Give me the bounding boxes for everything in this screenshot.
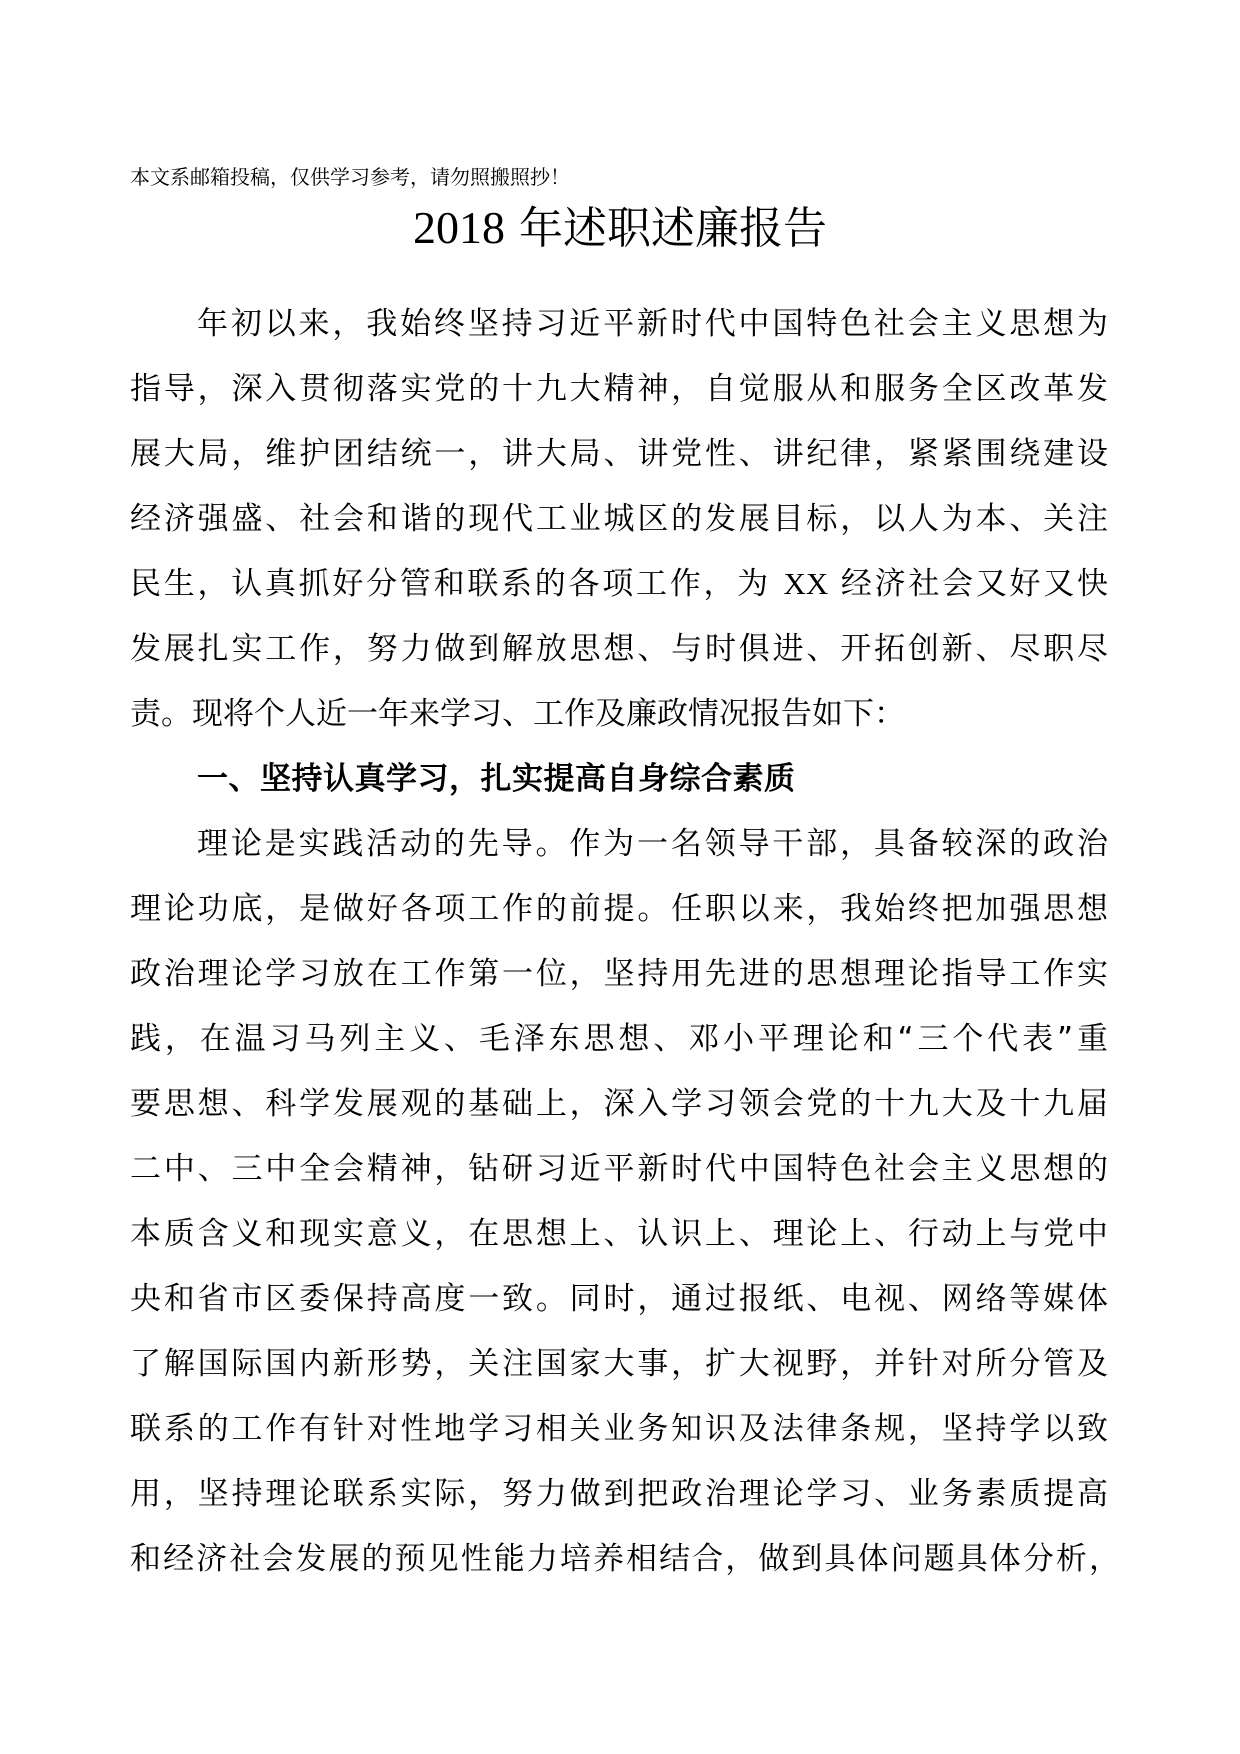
paragraph-line: 和经济社会发展的预见性能力培养相结合，做到具体问题具体分析， (130, 1541, 1120, 1577)
paragraph-line: 联系的工作有针对性地学习相关业务知识及法律条规，坚持学以致 (130, 1411, 1108, 1447)
paragraph-line: 政治理论学习放在工作第一位，坚持用先进的思想理论指导工作实 (130, 956, 1108, 992)
paragraph-line: 要思想、科学发展观的基础上，深入学习领会党的十九大及十九届 (130, 1086, 1108, 1122)
paragraph-line: 展大局，维护团结统一，讲大局、讲党性、讲纪律，紧紧围绕建设 (130, 436, 1108, 472)
document-title (0, 198, 1240, 259)
disclaimer-note: 本文系邮箱投稿，仅供学习参考，请勿照搬照抄！ (130, 165, 570, 189)
placeholder-xx: XX (783, 566, 829, 601)
paragraph-line: 责。现将个人近一年来学习、工作及廉政情况报告如下： (130, 696, 905, 732)
paragraph-line: 了解国际国内新形势，关注国家大事，扩大视野，并针对所分管及 (130, 1346, 1108, 1382)
title-year: 2018 (413, 202, 505, 253)
paragraph-line: 理论功底，是做好各项工作的前提。任职以来，我始终把加强思想 (130, 891, 1108, 927)
paragraph-line: 发展扎实工作，努力做到解放思想、与时俱进、开拓创新、尽职尽 (130, 631, 1108, 667)
document-body (130, 298, 1120, 1598)
paragraph-line: 经济强盛、社会和谐的现代工业城区的发展目标，以人为本、关注 (130, 501, 1108, 537)
line-segment: 经济社会又好又快 (840, 566, 1109, 602)
section-heading: 一、坚持认真学习，扎实提高自身综合素质 (197, 761, 796, 797)
paragraph-line: 年初以来，我始终坚持习近平新时代中国特色社会主义思想为 (197, 306, 1108, 342)
paragraph-line: 央和省市区委保持高度一致。同时，通过报纸、电视、网络等媒体 (130, 1281, 1108, 1317)
paragraph-line: 本质含义和现实意义，在思想上、认识上、理论上、行动上与党中 (130, 1216, 1108, 1252)
title-text: 年述职述廉报告 (519, 203, 827, 254)
paragraph-line: 践，在温习马列主义、毛泽东思想、邓小平理论和“三个代表”重 (130, 1021, 1108, 1057)
paragraph-line: 指导，深入贯彻落实党的十九大精神，自觉服从和服务全区改革发 (130, 371, 1108, 407)
paragraph-line (130, 558, 1108, 623)
paragraph-line: 用，坚持理论联系实际，努力做到把政治理论学习、业务素质提高 (130, 1476, 1108, 1512)
line-segment: 民生，认真抓好分管和联系的各项工作，为 (130, 566, 771, 602)
paragraph-line: 二中、三中全会精神，钻研习近平新时代中国特色社会主义思想的 (130, 1151, 1108, 1187)
paragraph-line: 理论是实践活动的先导。作为一名领导干部，具备较深的政治 (197, 826, 1108, 862)
